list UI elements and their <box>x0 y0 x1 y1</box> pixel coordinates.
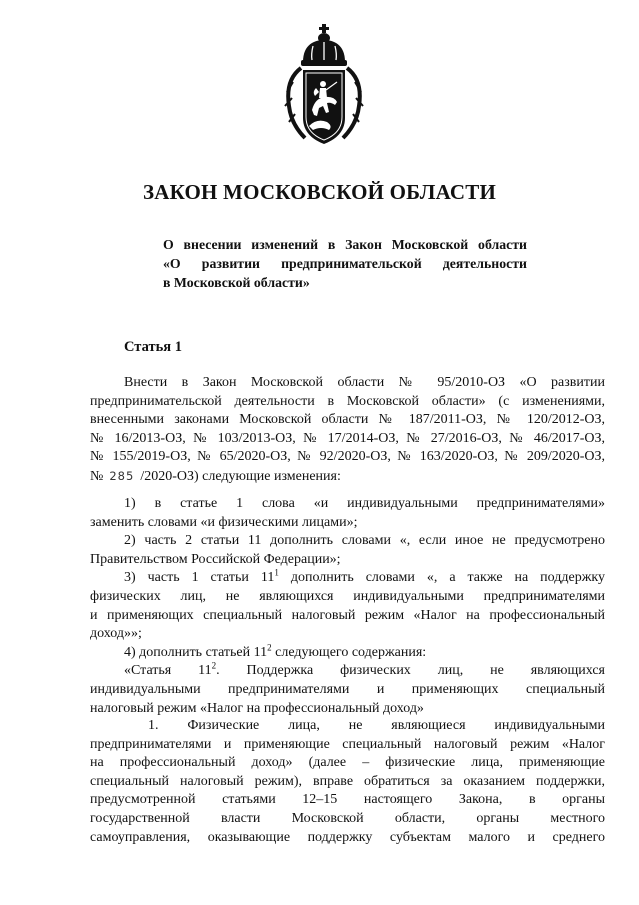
article-heading: Статья 1 <box>124 339 182 355</box>
text-line: предпринимателями и применяющие специальный налоговый режим «Налог <box>90 736 605 752</box>
list-item: 2) часть 2 статьи 11 дополнить словами «, если иное не предусмотрено <box>124 533 605 549</box>
text-run: дополнить словами «, а также на поддержку <box>278 570 605 586</box>
text-line: Правительством Российской Федерации»; <box>90 551 341 567</box>
superscript: 2 <box>267 643 272 653</box>
law-number-suffix: /2020-ОЗ) следующие изменения: <box>140 468 341 484</box>
text-line: № 155/2019-ОЗ, № 65/2020-ОЗ, № 92/2020-ОЗ, № 163/2020-ОЗ, № 209/2020-ОЗ, <box>90 449 605 465</box>
law-subject <box>163 235 527 292</box>
text-line: Внести в Закон Московской области № 95/2010-ОЗ «О развитии <box>124 375 605 390</box>
text-line: на профессиональный доход» (далее – физические лица, применяющие <box>90 755 605 771</box>
text-run: следующего содержания: <box>271 644 427 660</box>
text-line <box>90 467 605 486</box>
text-run: . Поддержка физических лиц, не являющихся <box>216 663 605 679</box>
text-line: государственной власти Московской области, органы местного <box>90 810 605 826</box>
text-line: физических лиц, не являющихся индивидуальными предпринимателями <box>90 588 605 604</box>
text-run: «Статья 11 <box>124 663 212 679</box>
subject-line: О внесении изменений в Закон Московской области <box>163 237 527 252</box>
new-article-heading <box>90 662 605 681</box>
subject-line: в Московской области» <box>163 275 310 290</box>
law-title: ЗАКОН МОСКОВСКОЙ ОБЛАСТИ <box>142 180 497 204</box>
text-line: специальный налоговый режим), вправе обратиться за оказанием поддержки, <box>90 773 605 789</box>
amendment-list <box>90 495 605 718</box>
new-article-point-1 <box>90 717 605 847</box>
text-line: самоуправления, оказывающие поддержку субъектам малого и среднего <box>90 829 605 845</box>
list-item <box>90 569 605 588</box>
number-sign: № <box>90 468 104 484</box>
text-line: № 16/2013-ОЗ, № 103/2013-ОЗ, № 17/2014-ОЗ, № 27/2016-ОЗ, № 46/2017-ОЗ, <box>90 430 605 446</box>
text-run: 3) часть 1 статьи 11 <box>124 570 275 586</box>
text-line: предусмотренной статьями 12–15 настоящего Закона, в органы <box>90 792 605 808</box>
subject-line: «О развитии предпринимательской деятельности <box>163 256 527 271</box>
superscript: 2 <box>211 662 217 671</box>
text-line: налоговый режим «Налог на профессиональный доход» <box>90 700 424 716</box>
article-intro <box>90 374 605 486</box>
text-line: и применяющих специальный налоговый режим «Налог на профессиональный <box>90 607 605 623</box>
list-item <box>90 644 605 663</box>
list-item: 1) в статье 1 слова «и индивидуальными предпринимателями» <box>124 496 605 511</box>
text-run: 4) дополнить статьей 11 <box>124 644 268 660</box>
text-line: доход»»; <box>90 626 142 642</box>
moscow-oblast-coat-of-arms-icon <box>279 22 369 152</box>
handwritten-law-number: 285 <box>109 468 135 483</box>
text-line: заменить словами «и физическими лицами»; <box>90 514 358 530</box>
text-line: 1. Физические лица, не являющиеся индивидуальными <box>148 718 605 733</box>
text-line: внесенными законами Московской области № 187/2011-ОЗ, № 120/2012-ОЗ, <box>90 412 605 428</box>
text-line: индивидуальными предпринимателями и применяющих специальный <box>90 681 605 697</box>
text-line: предпринимательской деятельности в Московской области» (с изменениями, <box>90 393 605 409</box>
superscript: 1 <box>274 569 279 578</box>
